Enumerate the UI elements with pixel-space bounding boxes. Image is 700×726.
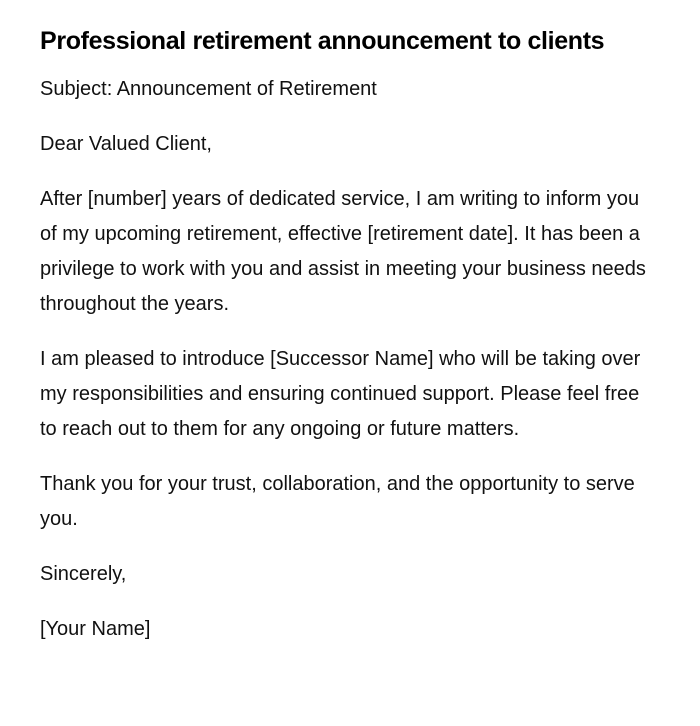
- greeting: Dear Valued Client,: [40, 133, 212, 155]
- body-paragraph-retirement: After [number] years of dedicated service, I am writing to inform you of my upcoming retirement, effective [retirement date]. It has been a privilege to work with you and assist in meeting your business needs throughout the years.: [40, 188, 646, 315]
- body-paragraph-thanks: Thank you for your trust, collaboration, and the opportunity to serve you.: [40, 473, 635, 530]
- letter-document: [40, 26, 660, 667]
- closing: Sincerely,: [40, 563, 127, 585]
- page-title: Professional retirement announcement to clients: [40, 27, 605, 55]
- body-paragraph-successor: I am pleased to introduce [Successor Name] who will be taking over my responsibilities and ensuring continued support. Please feel free to reach out to them for any ongoing or future matters.: [40, 348, 641, 440]
- subject-line: Subject: Announcement of Retirement: [40, 78, 377, 100]
- signature: [Your Name]: [40, 618, 151, 640]
